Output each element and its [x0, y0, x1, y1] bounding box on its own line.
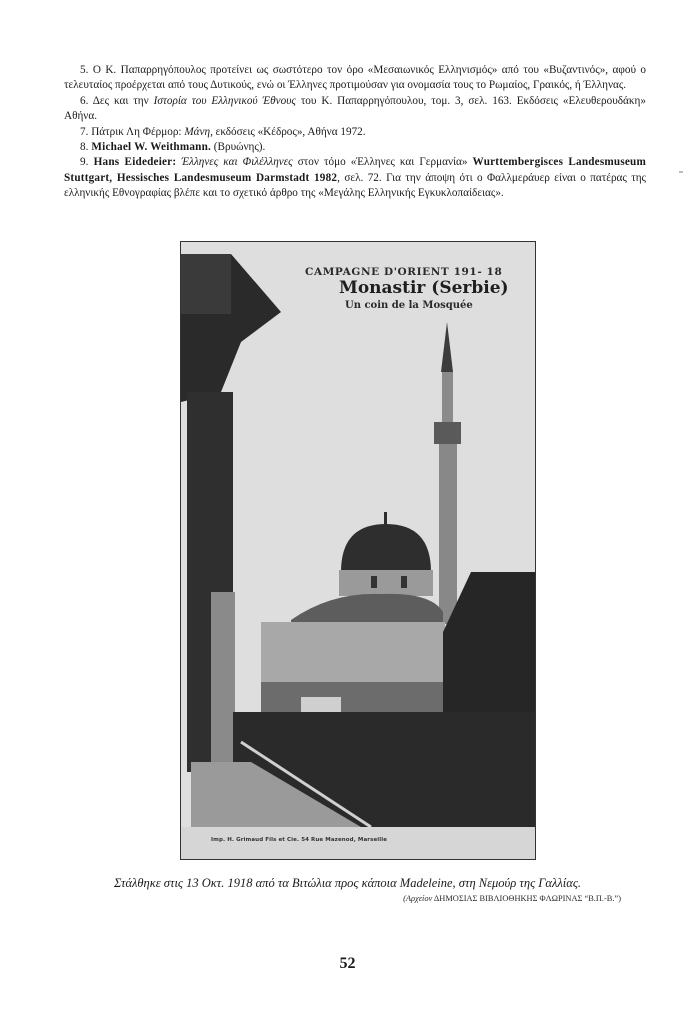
- footnote-5: 5. Ο Κ. Παπαρρηγόπουλος προτείνει ως σωστότερο τον όρο «Μεσαιωνικός Ελληνισμός» από του «Βυζαντινός», αφού ο τελευταίος προέρχεται από τους Δυτικούς, ενώ οι Έλληνες προτιμούσαν για ονομασία τους το Ρωμαίος, Γραικός, ή Έλληνας.: [64, 64, 646, 92]
- footnote-9: 9. Hans Eidedeier: Έλληνες και Φιλέλληνες στον τόμο «Έλληνες και Γερμανία» Wurttembergisces Landesmuseum Stuttgart, Hessisches Landesmuseum Darmstadt 1982, σελ. 72. Για την άποψη ότι ο Φαλλμεράυερ είναι ο πατέρας της ελληνικής Εθνογραφίας βλέπε και το σχετικό άρθρο της «Μεγάλης Ελληνικής Εγκυκλοπαίδειας».: [64, 156, 646, 200]
- mosque-illustration: [181, 242, 535, 859]
- page-number: 52: [339, 955, 356, 972]
- minaret-upper: [442, 372, 453, 422]
- dome-finial: [384, 512, 387, 526]
- footnote-8: 8. Michael W. Weithmann. (Βρυώνης).: [80, 141, 266, 154]
- book-title: Μάνη: [184, 125, 211, 138]
- minaret-shaft: [439, 444, 457, 624]
- footnote-number: 5.: [80, 64, 89, 76]
- postcard-photo: [180, 241, 536, 860]
- arch-ornament: [181, 254, 231, 314]
- pillar-lit-side: [211, 592, 235, 772]
- window: [371, 576, 377, 588]
- mosque-walls: [261, 622, 445, 692]
- postcard-subtitle: Un coin de la Mosquée: [345, 300, 473, 311]
- scan-speck: [679, 171, 683, 173]
- author-name: Hans Eidedeier:: [88, 156, 182, 169]
- archive-name: ΔΗΜΟΣΙΑΣ ΒΙΒΛΙΟΘΗΚΗΣ ΦΛΩΡΙΝΑΣ “Β.Π.-Β.”): [432, 894, 621, 903]
- postcard-campaign-title: CAMPAGNE D'ORIENT 191- 18: [305, 266, 503, 278]
- footnote-6: 6. Δες και την Ιστορία του Ελληνικού Έθνους του Κ. Παπαρρηγόπουλου, τομ. 3, σελ. 163. Εκδόσεις «Ελευθερουδάκη» Αθήνα.: [64, 94, 646, 123]
- author-name: Michael W. Weithmann.: [88, 141, 211, 154]
- footnote-7: 7. Πάτρικ Λη Φέρμορ: Μάνη, εκδόσεις «Κέδρος», Αθήνα 1972.: [80, 125, 366, 138]
- archive-prefix: (Αρχείον: [403, 894, 433, 903]
- postcard-imprint: Imp. H. Grimaud Fils et Cie. 54 Rue Mazenod, Marseille: [211, 837, 388, 843]
- window: [401, 576, 407, 588]
- footnote-number: 8.: [80, 141, 89, 154]
- drum: [339, 570, 433, 596]
- postcard-place: Monastir (Serbie): [339, 278, 509, 298]
- postcard-margin: [181, 827, 535, 859]
- book-title: Έλληνες και Φιλέλληνες: [181, 156, 293, 169]
- footnotes: [64, 63, 646, 202]
- museum-names: Wurttembergisces Landesmuseum Stuttgart, Hessisches Landesmuseum Darmstadt 1982: [64, 156, 646, 184]
- footnote-number: 9.: [80, 156, 89, 169]
- archive-credit: [403, 894, 621, 903]
- photo-caption: Στάλθηκε στις 13 Οκτ. 1918 από τα Βιτώλια προς κάποια Madeleine, στη Νεμούρ της Γαλλίας.: [113, 876, 582, 890]
- book-title: Ιστορία του Ελληνικού Έθνους: [153, 94, 296, 107]
- footnote-number: 7.: [80, 125, 89, 138]
- footnote-number: 6.: [80, 94, 89, 107]
- minaret-balcony: [434, 422, 461, 444]
